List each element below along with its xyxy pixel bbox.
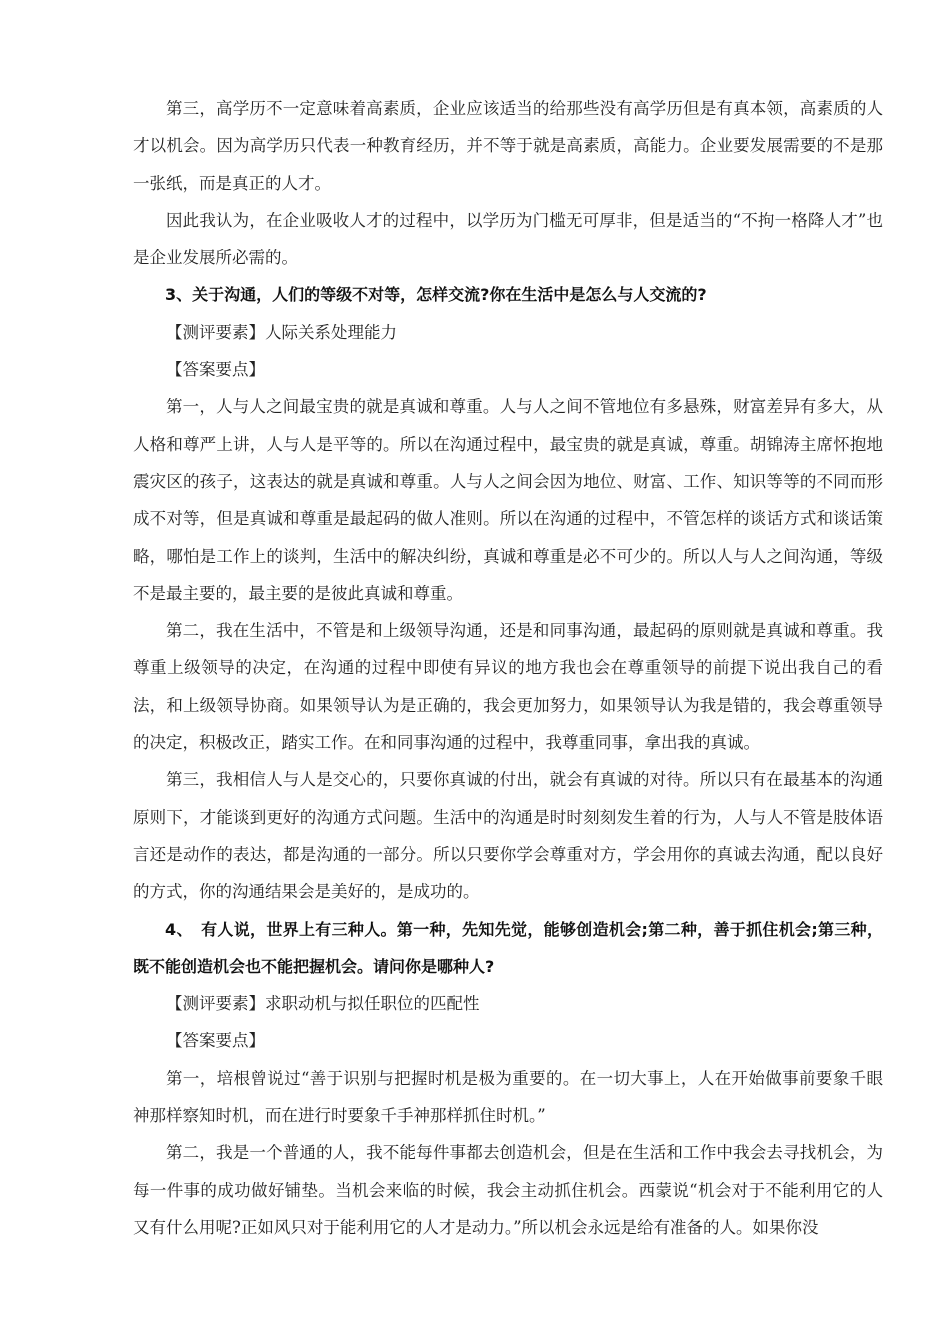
paragraph-third-point-education: 第三，高学历不一定意味着高素质，企业应该适当的给那些没有高学历但是有真本领，高素质的人才以机会。因为高学历只代表一种教育经历，并不等于就是高素质，高能力。企业要发展需要的不是那一张纸，而是真正的人才。	[133, 99, 883, 193]
paragraph-first-point-bacon: 第一，培根曾说过“善于识别与把握时机是极为重要的。在一切大事上，人在开始做事前要象千眼神那样察知时机，而在进行时要象千手神那样抓住时机。”	[133, 1068, 883, 1126]
question-3-heading: 3、关于沟通，人们的等级不对等，怎样交流?你在生活中是怎么与人交流的?	[165, 285, 707, 305]
document-body	[133, 90, 883, 1246]
assessment-element-label-2: 【测评要素】求职动机与拟任职位的匹配性	[166, 994, 480, 1014]
paragraph-third-point-heart: 第三，我相信人与人是交心的，只要你真诚的付出，就会有真诚的对待。所以只有在最基本的沟通原则下，才能谈到更好的沟通方式问题。生活中的沟通是时时刻刻发生着的行为，人与人不管是肢体语言还是动作的表达，都是沟通的一部分。所以只要你学会尊重对方，学会用你的真诚去沟通，配以良好的方式，你的沟通结果会是美好的，是成功的。	[133, 770, 883, 902]
paragraph-second-point-opportunity: 第二，我是一个普通的人，我不能每件事都去创造机会，但是在生活和工作中我会去寻找机会，为每一件事的成功做好铺垫。当机会来临的时候，我会主动抓住机会。西蒙说“机会对于不能利用它的人又有什么用呢?正如风只对于能利用它的人才是动力。”所以机会永远是给有准备的人。如果你没	[133, 1143, 883, 1237]
paragraph-first-point-sincerity: 第一，人与人之间最宝贵的就是真诚和尊重。人与人之间不管地位有多悬殊，财富差异有多大，从人格和尊严上讲，人与人是平等的。所以在沟通过程中，最宝贵的就是真诚，尊重。胡锦涛主席怀抱地震灾区的孩子，这表达的就是真诚和尊重。人与人之间会因为地位、财富、工作、知识等等的不同而形成不对等，但是真诚和尊重是最起码的做人准则。所以在沟通的过程中，不管怎样的谈话方式和谈话策略，哪怕是工作上的谈判，生活中的解决纠纷，真诚和尊重是必不可少的。所以人与人之间沟通，等级不是最主要的，最主要的是彼此真诚和尊重。	[133, 397, 883, 603]
answer-points-label: 【答案要点】	[166, 360, 265, 380]
question-4-heading: 4、 有人说，世界上有三种人。第一种，先知先觉，能够创造机会;第二种，善于抓住机会;第三种，既不能创造机会也不能把握机会。请问你是哪种人?	[133, 919, 883, 976]
assessment-element-label: 【测评要素】人际关系处理能力	[166, 322, 397, 342]
paragraph-second-point-life: 第二，我在生活中，不管是和上级领导沟通，还是和同事沟通，最起码的原则就是真诚和尊重。我尊重上级领导的决定，在沟通的过程中即使有异议的地方我也会在尊重领导的前提下说出我自己的看法，和上级领导协商。如果领导认为是正确的，我会更加努力，如果领导认为我是错的，我会尊重领导的决定，积极改正，踏实工作。在和同事沟通的过程中，我尊重同事，拿出我的真诚。	[133, 621, 883, 753]
answer-points-label-2: 【答案要点】	[166, 1031, 265, 1051]
paragraph-conclusion: 因此我认为，在企业吸收人才的过程中，以学历为门槛无可厚非，但是适当的“不拘一格降人才”也是企业发展所必需的。	[133, 210, 883, 268]
